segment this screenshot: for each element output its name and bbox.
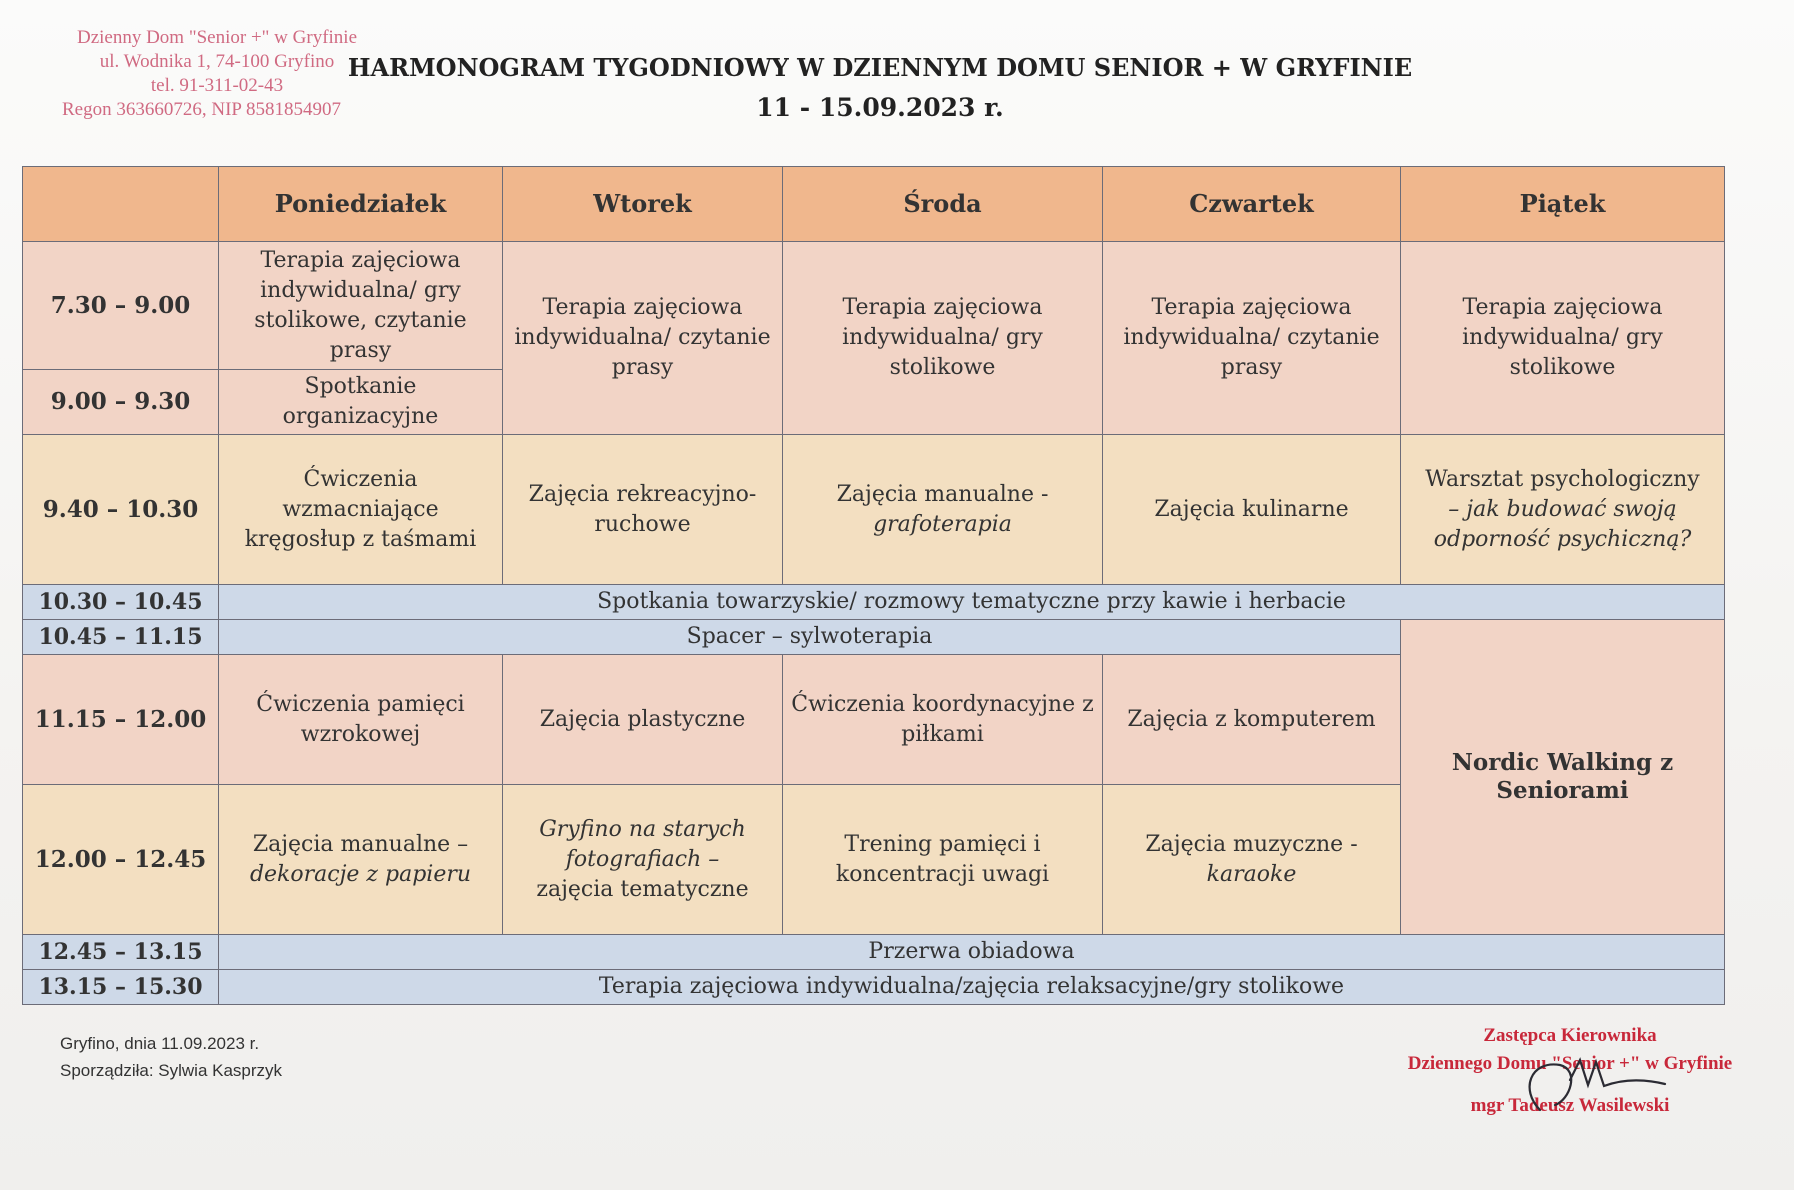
cell-text-italic: dekoracje z papieru <box>249 861 472 887</box>
schedule-cell <box>503 785 783 935</box>
schedule-cell: Terapia zajęciowa indywidualna/ gry stolikowe <box>1401 242 1725 435</box>
schedule-cell <box>783 435 1103 585</box>
band-cell-walk: Spacer – sylwoterapia <box>219 620 1401 655</box>
schedule-cell: Zajęcia z komputerem <box>1103 655 1401 785</box>
schedule-row <box>23 242 1725 370</box>
signature-name: mgr Tadeusz Wasilewski <box>1470 1095 1670 1116</box>
schedule-cell: Terapia zajęciowa indywidualna/ czytanie prasy <box>503 242 783 435</box>
header-day-friday: Piątek <box>1401 167 1725 242</box>
signature-block <box>1390 1022 1750 1120</box>
title-date-range: 11 - 15.09.2023 r. <box>756 93 1004 122</box>
document-title <box>340 48 1420 128</box>
cell-text-italic: Gryfino na starych fotografiach – <box>539 816 746 872</box>
cell-text: Warsztat psychologiczny <box>1425 466 1700 492</box>
stamp-line-phone: tel. 91-311-02-43 <box>150 75 284 96</box>
schedule-row <box>23 435 1725 585</box>
time-slot: 12.00 – 12.45 <box>23 785 219 935</box>
schedule-cell: Zajęcia plastyczne <box>503 655 783 785</box>
header-day-monday: Poniedziałek <box>219 167 503 242</box>
time-slot: 12.45 – 13.15 <box>23 935 219 970</box>
schedule-cell-nordic-walking: Nordic Walking z Seniorami <box>1401 620 1725 935</box>
time-slot: 9.40 – 10.30 <box>23 435 219 585</box>
schedule-cell: Ćwiczenia pamięci wzrokowej <box>219 655 503 785</box>
time-slot: 13.15 – 15.30 <box>23 970 219 1005</box>
institution-stamp <box>62 26 372 122</box>
weekly-schedule-table <box>22 166 1725 1005</box>
schedule-cell <box>1401 435 1725 585</box>
schedule-cell: Ćwiczenia koordynacyjne z piłkami <box>783 655 1103 785</box>
cell-text-italic: grafoterapia <box>873 511 1012 537</box>
schedule-band-row <box>23 585 1725 620</box>
schedule-header-row <box>23 167 1725 242</box>
stamp-line-regon: Regon 363660726, NIP 8581854907 <box>62 99 342 120</box>
schedule-band-row <box>23 970 1725 1005</box>
time-slot: 11.15 – 12.00 <box>23 655 219 785</box>
header-day-tuesday: Wtorek <box>503 167 783 242</box>
schedule-cell: Spotkanie organizacyjne <box>219 370 503 435</box>
signature-org: Dziennego Domu "Senior +" w Gryfinie <box>1407 1053 1733 1074</box>
footer-place-date: Gryfino, dnia 11.09.2023 r. <box>60 1034 260 1053</box>
time-slot: 10.45 – 11.15 <box>23 620 219 655</box>
cell-text: Zajęcia manualne – <box>252 831 469 857</box>
schedule-cell <box>1103 785 1401 935</box>
cell-text-italic: karaoke <box>1206 861 1297 887</box>
cell-text: Zajęcia muzyczne - <box>1145 831 1358 857</box>
band-cell-afternoon: Terapia zajęciowa indywidualna/zajęcia relaksacyjne/gry stolikowe <box>219 970 1725 1005</box>
cell-text: Zajęcia manualne - <box>836 481 1049 507</box>
schedule-cell: Zajęcia rekreacyjno-ruchowe <box>503 435 783 585</box>
header-day-thursday: Czwartek <box>1103 167 1401 242</box>
schedule-cell: Zajęcia kulinarne <box>1103 435 1401 585</box>
schedule-cell: Terapia zajęciowa indywidualna/ gry stolikowe, czytanie prasy <box>219 242 503 370</box>
footer-prepared-by: Sporządziła: Sylwia Kasprzyk <box>60 1061 283 1080</box>
schedule-band-row <box>23 620 1725 655</box>
band-cell-coffee: Spotkania towarzyskie/ rozmowy tematyczne przy kawie i herbacie <box>219 585 1725 620</box>
footer-info <box>60 1030 282 1084</box>
stamp-line-address: ul. Wodnika 1, 74-100 Gryfino <box>99 51 335 72</box>
time-slot: 7.30 – 9.00 <box>23 242 219 370</box>
schedule-cell <box>219 785 503 935</box>
time-slot: 9.00 – 9.30 <box>23 370 219 435</box>
header-day-wednesday: Środa <box>783 167 1103 242</box>
schedule-cell: Terapia zajęciowa indywidualna/ gry stolikowe <box>783 242 1103 435</box>
header-corner <box>23 167 219 242</box>
schedule-band-row <box>23 935 1725 970</box>
band-cell-lunch: Przerwa obiadowa <box>219 935 1725 970</box>
schedule-cell: Terapia zajęciowa indywidualna/ czytanie prasy <box>1103 242 1401 435</box>
cell-text: zajęcia tematyczne <box>536 876 749 902</box>
stamp-line-name: Dzienny Dom "Senior +" w Gryfinie <box>76 27 358 48</box>
signature-role: Zastępca Kierownika <box>1483 1025 1657 1046</box>
cell-text-italic: – jak budować swoją odporność psychiczną? <box>1433 496 1692 552</box>
schedule-cell: Trening pamięci i koncentracji uwagi <box>783 785 1103 935</box>
title-main: HARMONOGRAM TYGODNIOWY W DZIENNYM DOMU SENIOR + W GRYFINIE <box>347 53 1413 82</box>
schedule-cell: Ćwiczenia wzmacniające kręgosłup z taśmami <box>219 435 503 585</box>
handwritten-signature-icon <box>1500 1040 1680 1130</box>
time-slot: 10.30 – 10.45 <box>23 585 219 620</box>
